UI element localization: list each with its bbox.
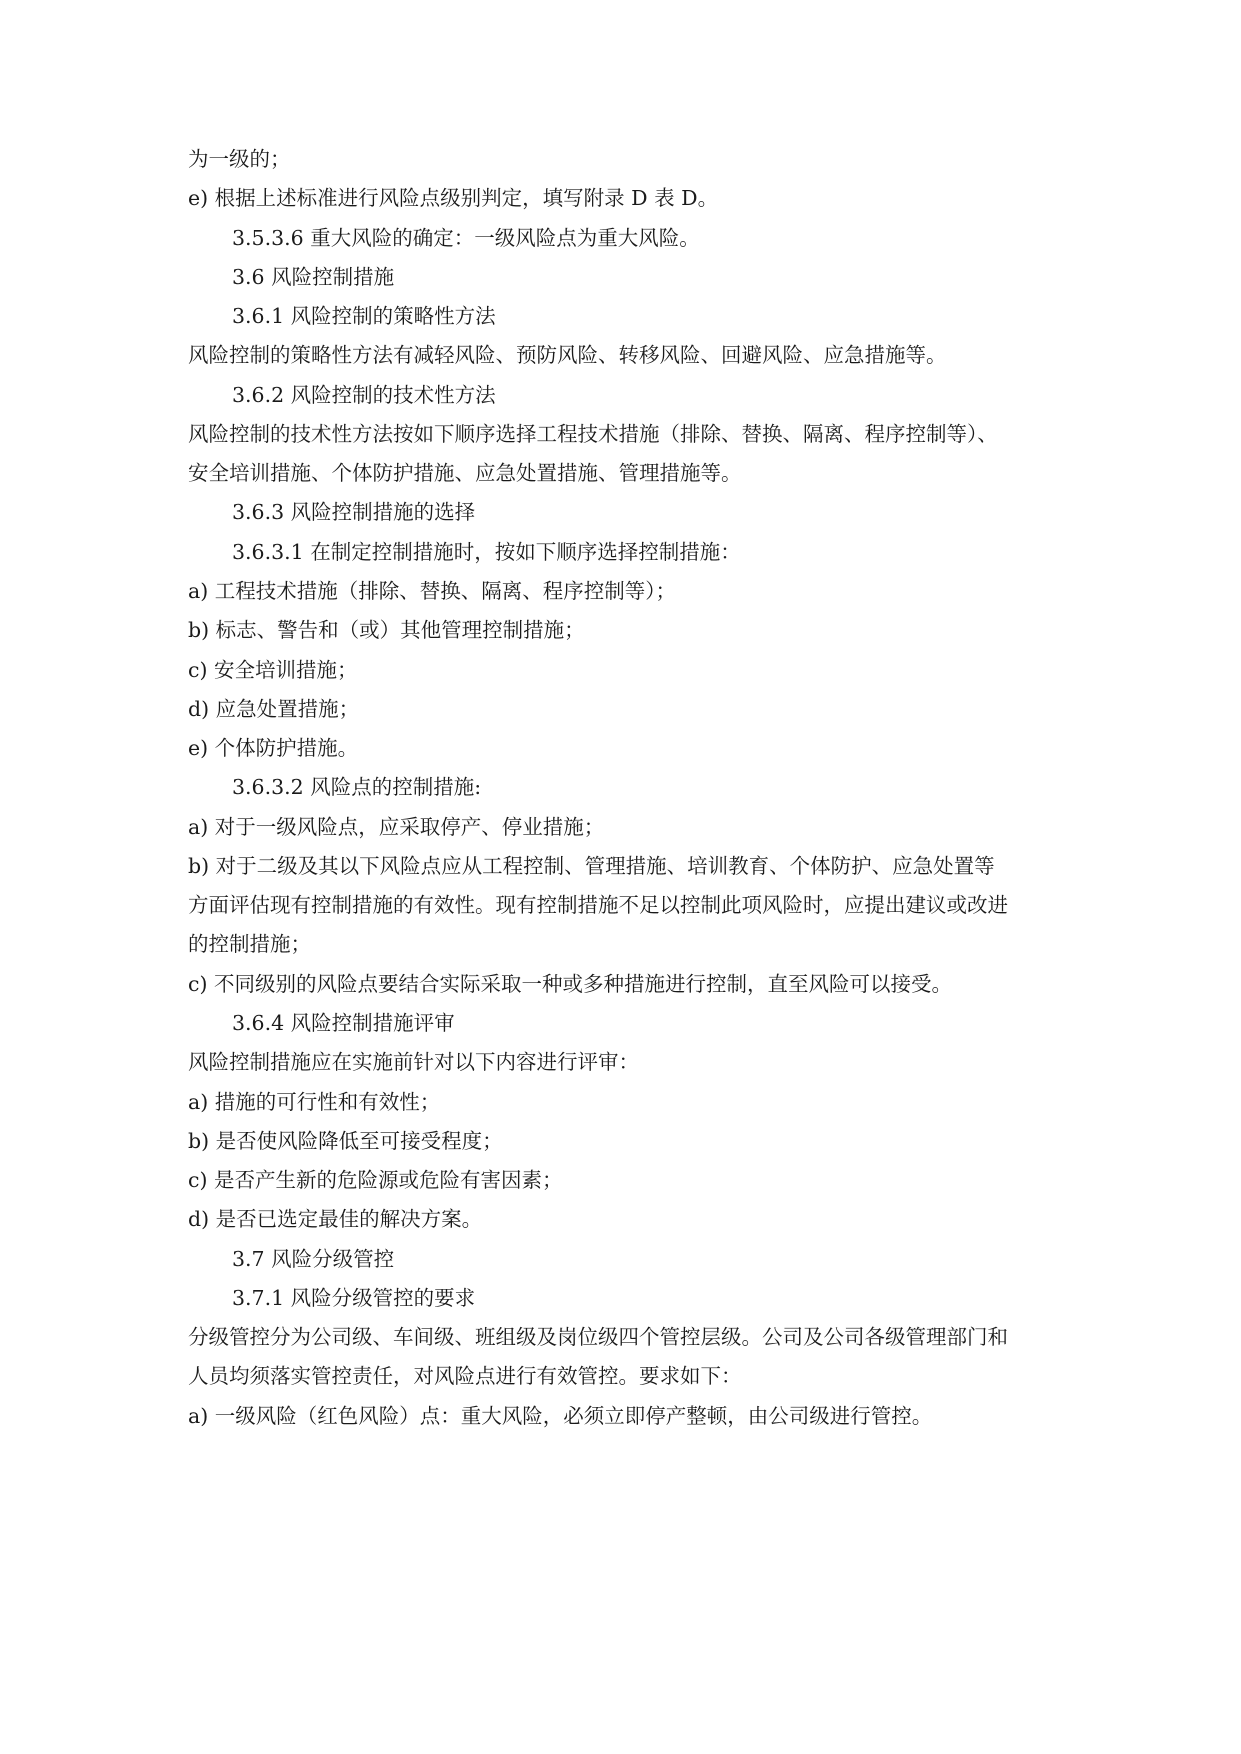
text-line: 安全培训措施、个体防护措施、应急处置措施、管理措施等。 <box>188 461 742 485</box>
section-heading: 3.7.1 风险分级管控的要求 <box>232 1286 476 1310</box>
section-heading: 3.6.3.1 在制定控制措施时，按如下顺序选择控制措施： <box>232 540 741 564</box>
list-item: b) 标志、警告和（或）其他管理控制措施； <box>188 618 585 642</box>
section-heading: 3.6.1 风险控制的策略性方法 <box>232 304 496 328</box>
text-line: 分级管控分为公司级、车间级、班组级及岗位级四个管控层级。公司及公司各级管理部门和 <box>188 1325 1008 1349</box>
list-item: a) 对于一级风险点，应采取停产、停业措施； <box>188 815 605 839</box>
section-heading: 3.6 风险控制措施 <box>232 265 395 289</box>
list-item: c) 安全培训措施； <box>188 658 358 682</box>
list-item: b) 是否使风险降低至可接受程度； <box>188 1129 503 1153</box>
list-item: b) 对于二级及其以下风险点应从工程控制、管理措施、培训教育、个体防护、应急处置等 <box>188 854 995 878</box>
list-item: e) 个体防护措施。 <box>188 736 359 760</box>
list-item: a) 工程技术措施（排除、替换、隔离、程序控制等）； <box>188 579 676 603</box>
list-item: a) 一级风险（红色风险）点：重大风险，必须立即停产整顿，由公司级进行管控。 <box>188 1404 933 1428</box>
section-heading: 3.6.4 风险控制措施评审 <box>232 1011 455 1035</box>
list-item: e) 根据上述标准进行风险点级别判定，填写附录 D 表 D。 <box>188 186 719 210</box>
section-heading: 3.7 风险分级管控 <box>232 1247 395 1271</box>
list-item: d) 是否已选定最佳的解决方案。 <box>188 1207 483 1231</box>
section-heading: 3.6.3.2 风险点的控制措施: <box>232 775 482 799</box>
text-line: 风险控制的策略性方法有减轻风险、预防风险、转移风险、回避风险、应急措施等。 <box>188 343 947 367</box>
list-item: c) 是否产生新的危险源或危险有害因素； <box>188 1168 563 1192</box>
text-line: 方面评估现有控制措施的有效性。现有控制措施不足以控制此项风险时，应提出建议或改进 <box>188 893 1008 917</box>
text-line: 风险控制措施应在实施前针对以下内容进行评审： <box>188 1050 639 1074</box>
list-item: a) 措施的可行性和有效性； <box>188 1090 441 1114</box>
text-line: 风险控制的技术性方法按如下顺序选择工程技术措施（排除、替换、隔离、程序控制等）、 <box>188 422 998 446</box>
text-line: 人员均须落实管控责任，对风险点进行有效管控。要求如下： <box>188 1364 742 1388</box>
section-heading: 3.6.3 风险控制措施的选择 <box>232 500 476 524</box>
text-line: 为一级的； <box>188 147 291 171</box>
text-line: 的控制措施； <box>188 932 311 956</box>
section-heading: 3.5.3.6 重大风险的确定：一级风险点为重大风险。 <box>232 226 700 250</box>
section-heading: 3.6.2 风险控制的技术性方法 <box>232 383 496 407</box>
list-item: c) 不同级别的风险点要结合实际采取一种或多种措施进行控制，直至风险可以接受。 <box>188 972 952 996</box>
list-item: d) 应急处置措施； <box>188 697 360 721</box>
